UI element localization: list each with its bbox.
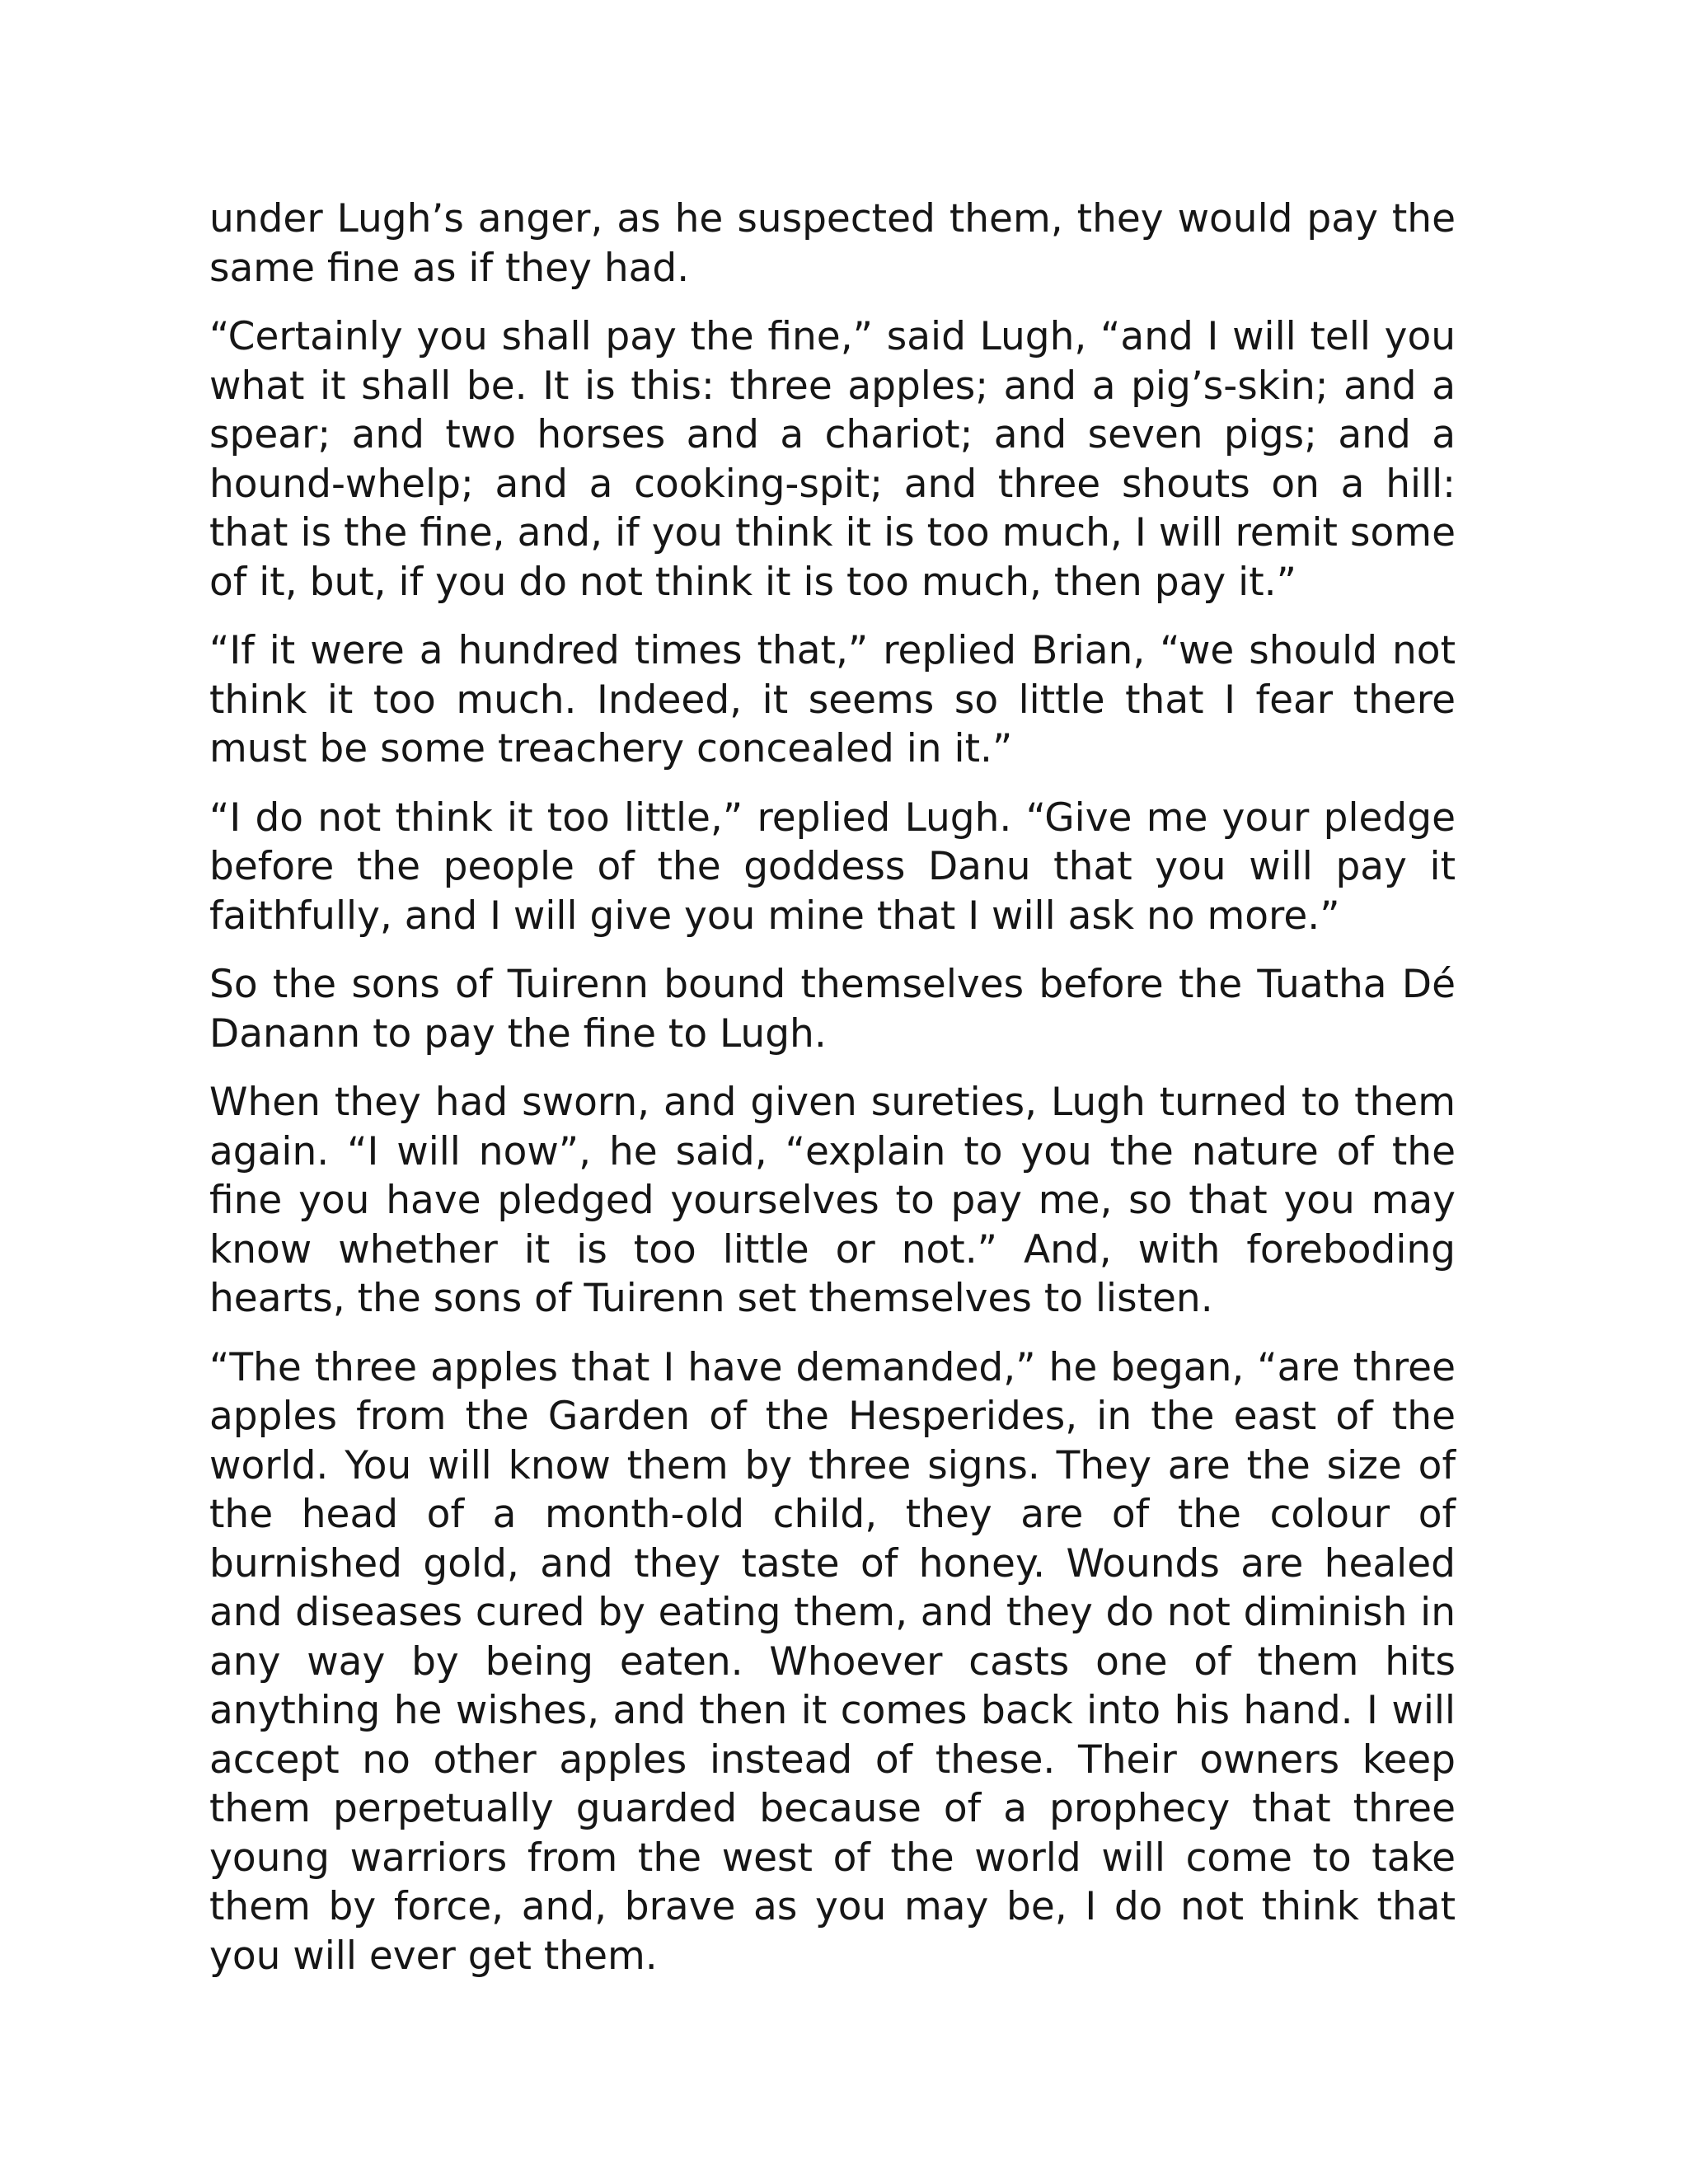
page-body xyxy=(209,194,1456,2000)
paragraph: So the sons of Tuirenn bound themselves before the Tuatha Dé Danann to pay the fine to Lugh. xyxy=(209,962,1456,1057)
paragraph: “I do not think it too little,” replied Lugh. “Give me your pledge before the people of the goddess Danu that you will pay it faithfully, and I will give you mine that I will ask no more.” xyxy=(209,794,1456,939)
paragraph: “Certainly you shall pay the fine,” said Lugh, “and I will tell you what it shall be. It is this: three apples; and a pig’s-skin; and a spear; and two horses and a chariot; and seven pigs; and a hound-whelp; and a cooking-spit; and three shouts on a hill: that is the fine, and, if you think it is too much, I will remit some of it, but, if you do not think it is too much, then pay it.” xyxy=(209,314,1456,605)
paragraph: “The three apples that I have demanded,” he began, “are three apples from the Garden of the Hesperides, in the east of the world. You will know them by three signs. They are the size of the head of a month-old child, they are of the colour of burnished gold, and they taste of honey. Wounds are healed and diseases cured by eating them, and they do not diminish in any way by being eaten. Whoever casts one of them hits anything he wishes, and then it comes back into his hand. I will accept no other apples instead of these. Their owners keep them perpetually guarded because of a prophecy that three young warriors from the west of the world will come to take them by force, and, brave as you may be, I do not think that you will ever get them. xyxy=(209,1344,1456,1979)
paragraph: under Lugh’s anger, as he suspected them, they would pay the same fine as if they had. xyxy=(209,196,1456,291)
paragraph: When they had sworn, and given sureties, Lugh turned to them again. “I will now”, he said, “explain to you the nature of the fine you have pledged yourselves to pay me, so that you may know whether it is too little or not.” And, with foreboding hearts, the sons of Tuirenn set themselves to listen. xyxy=(209,1080,1456,1321)
paragraph: “If it were a hundred times that,” replied Brian, “we should not think it too much. Indeed, it seems so little that I fear there must be some treachery concealed in it.” xyxy=(209,628,1456,771)
